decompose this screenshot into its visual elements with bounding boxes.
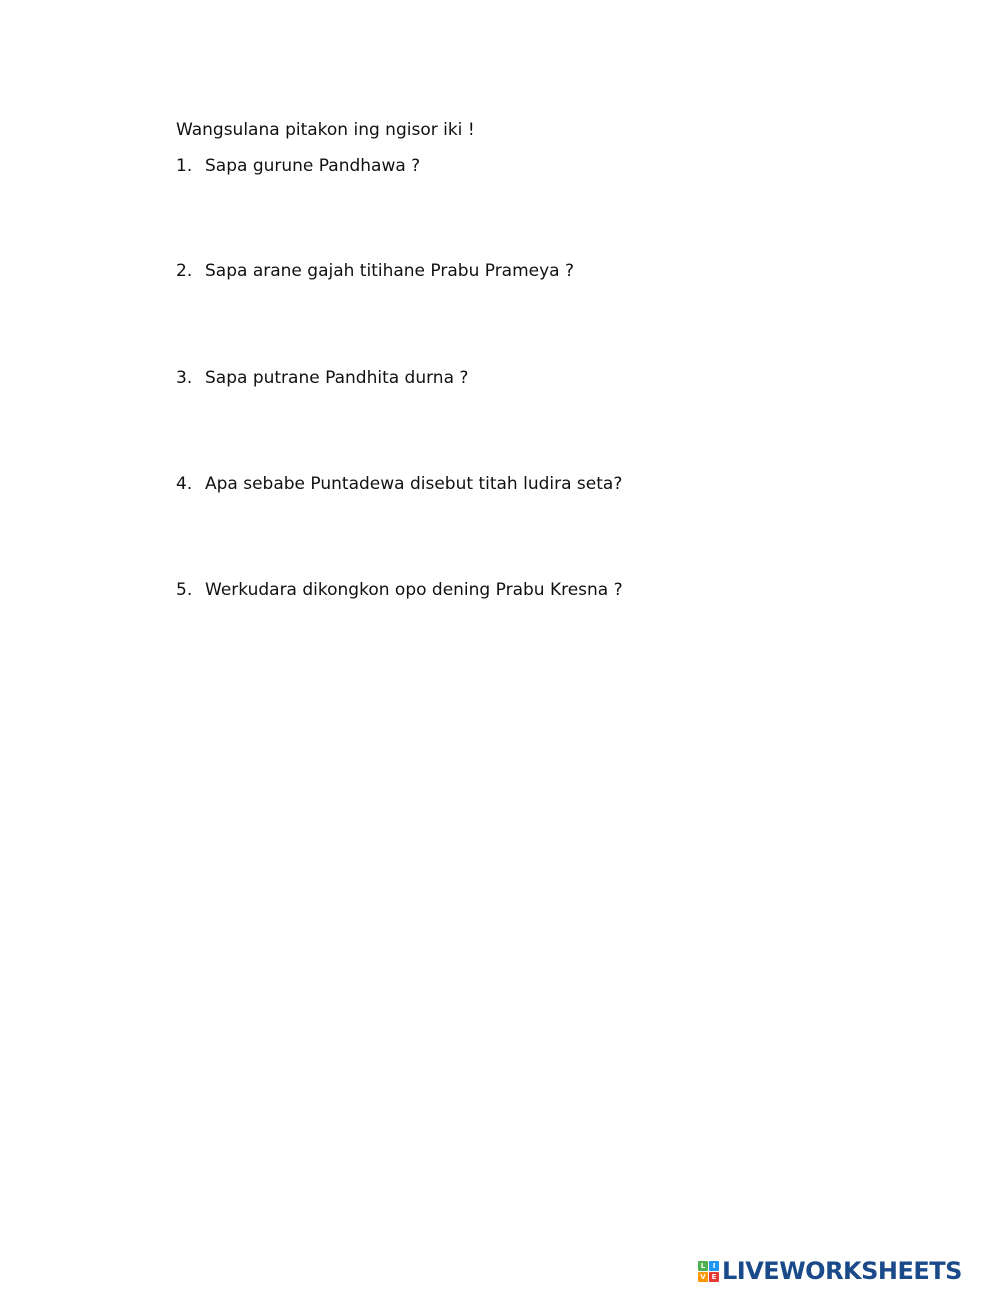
question-4	[176, 472, 622, 496]
logo-tile-l: L	[698, 1261, 708, 1271]
liveworksheets-logo-icon	[698, 1261, 719, 1282]
question-1	[176, 154, 420, 178]
instruction-text: Wangsulana pitakon ing ngisor iki !	[176, 120, 475, 140]
logo-tile-v: V	[698, 1272, 708, 1282]
question-text: Sapa gurune Pandhawa ?	[205, 156, 421, 176]
question-text: Sapa putrane Pandhita durna ?	[205, 368, 469, 388]
question-text: Werkudara dikongkon opo dening Prabu Kresna ?	[205, 580, 623, 600]
question-3	[176, 366, 468, 390]
question-text: Sapa arane gajah titihane Prabu Prameya ?	[205, 261, 575, 281]
question-5	[176, 578, 623, 602]
question-number: 2.	[176, 261, 193, 281]
question-number: 3.	[176, 368, 193, 388]
question-number: 5.	[176, 580, 193, 600]
question-text: Apa sebabe Puntadewa disebut titah ludira seta?	[205, 474, 623, 494]
logo-tile-i: I	[709, 1261, 719, 1271]
liveworksheets-brand	[698, 1256, 962, 1286]
question-2	[176, 259, 574, 283]
logo-tile-e: E	[709, 1272, 719, 1282]
brand-name: LIVEWORKSHEETS	[722, 1257, 962, 1285]
question-number: 4.	[176, 474, 193, 494]
question-number: 1.	[176, 156, 193, 176]
